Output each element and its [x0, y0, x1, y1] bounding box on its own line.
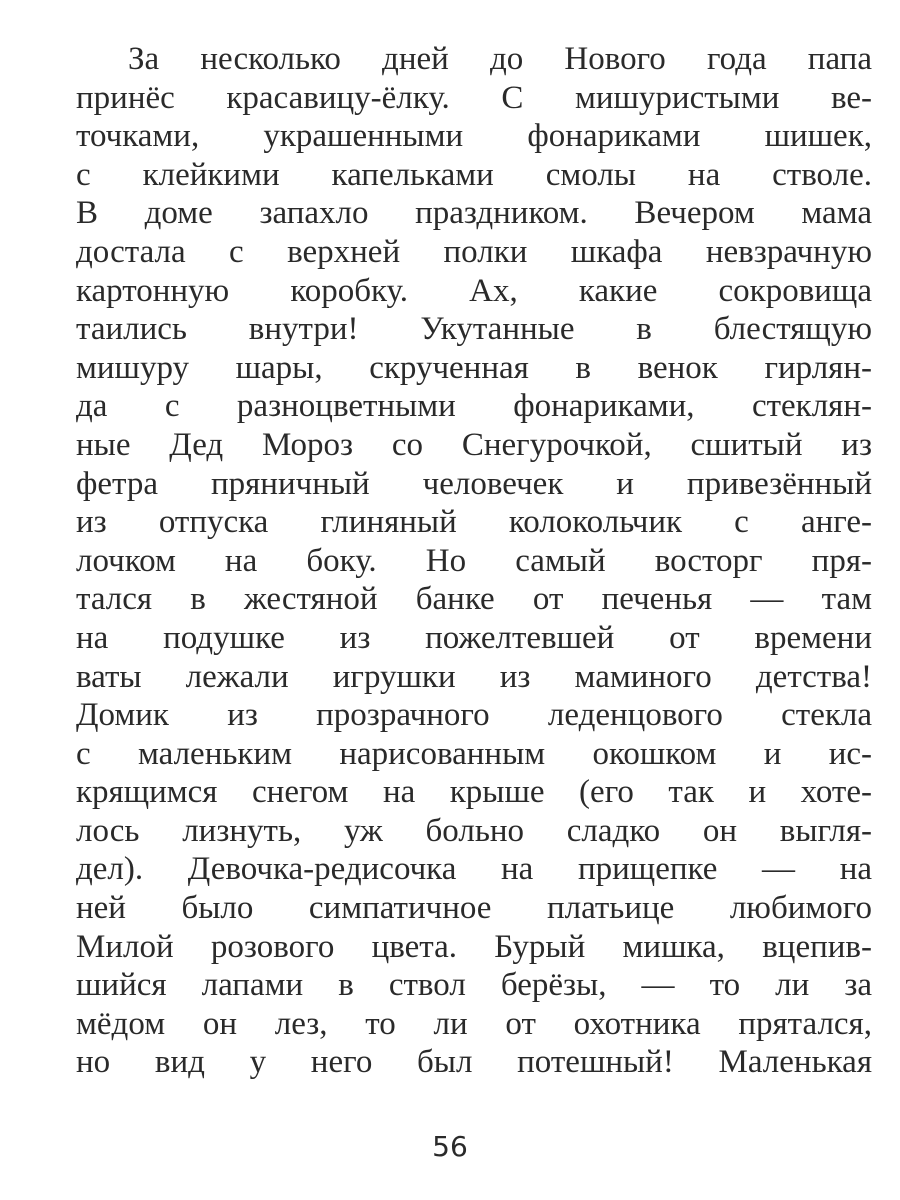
text-line: с маленьким нарисованным окошком и ис- — [76, 735, 872, 772]
text-line: с клейкими капельками смолы на стволе. — [76, 156, 872, 193]
text-line: да с разноцветными фонариками, стеклян- — [76, 388, 872, 425]
text-line: ваты лежали игрушки из маминого детства! — [76, 658, 872, 695]
text-line: крящимся снегом на крыше (его так и хоте- — [76, 774, 872, 811]
text-line: принёс красавицу-ёлку. С мишуристыми ве- — [76, 79, 872, 116]
text-line: фетра пряничный человечек и привезённый — [76, 465, 872, 502]
text-line: на подушке из пожелтевшей от времени — [76, 619, 872, 656]
text-line: Домик из прозрачного леденцового стекла — [76, 697, 872, 734]
text-line: точками, украшенными фонариками шишек, — [76, 118, 872, 155]
text-line: мишуру шары, скрученная в венок гирлян- — [76, 349, 872, 386]
text-line: но вид у него был потешный! Маленькая — [76, 1044, 872, 1081]
text-line: таились внутри! Укутанные в блестящую — [76, 311, 872, 348]
page-number: 56 — [432, 1130, 468, 1163]
body-text — [76, 40, 872, 1082]
text-line: шийся лапами в ствол берёзы, — то ли за — [76, 967, 872, 1004]
text-line: картонную коробку. Ах, какие сокровища — [76, 272, 872, 309]
text-line: дел). Девочка-редисочка на прищепке — на — [76, 851, 872, 888]
text-line: мёдом он лез, то ли от охотника прятался, — [76, 1005, 872, 1042]
text-line: За несколько дней до Нового года папа — [128, 41, 872, 77]
text-line: лось лизнуть, уж больно сладко он выгля- — [76, 812, 872, 849]
text-line: ные Дед Мороз со Снегурочкой, сшитый из — [76, 426, 872, 463]
text-line: тался в жестяной банке от печенья — там — [76, 581, 872, 618]
text-line: лочком на боку. Но самый восторг пря- — [76, 542, 872, 579]
text-line: достала с верхней полки шкафа невзрачную — [76, 233, 872, 270]
text-line: ней было симпатичное платьице любимого — [76, 890, 872, 927]
text-line: из отпуска глиняный колокольчик с анге- — [76, 504, 872, 541]
text-line: Милой розового цвета. Бурый мишка, вцепив- — [76, 928, 872, 965]
text-line: В доме запахло праздником. Вечером мама — [76, 195, 872, 232]
